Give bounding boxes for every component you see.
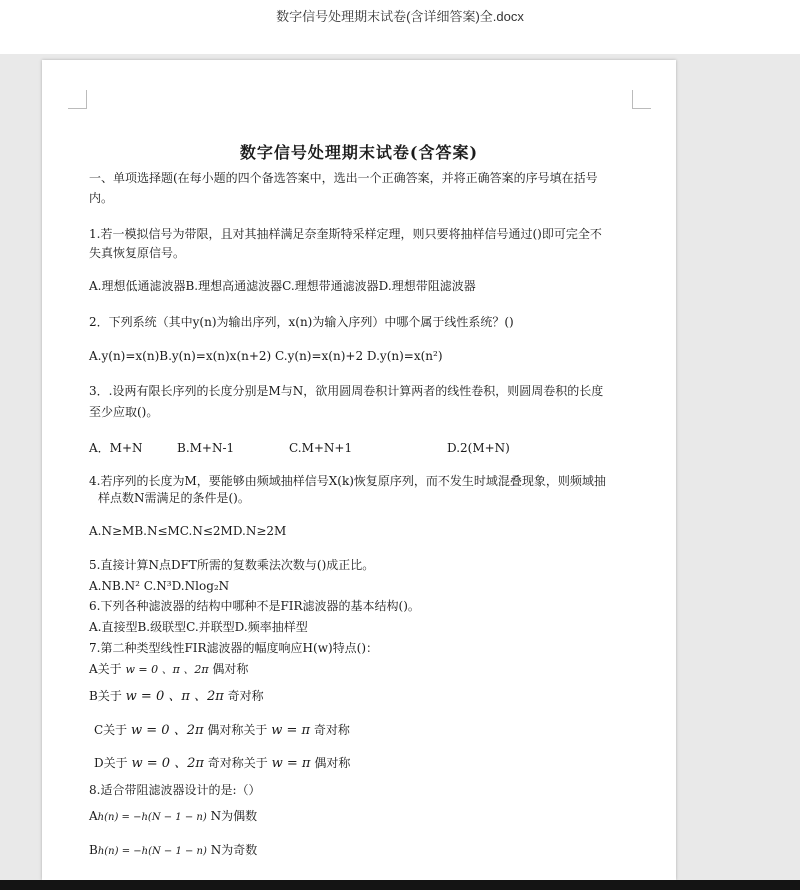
q7-c-formula-2: w = π <box>271 723 311 738</box>
q8-question: 8.适合带阻滤波器设计的是:（） <box>89 783 261 797</box>
section-intro-line-2: 内。 <box>89 191 114 205</box>
q7-c-suffix: 奇对称 <box>313 723 350 737</box>
q4-options: A.N≥MB.N≤MC.N≤2MD.N≥2M <box>89 524 287 538</box>
q7-b-suffix: 奇对称 <box>227 689 264 703</box>
q7-c-prefix: C关于 <box>94 723 128 737</box>
q4-line-2: 样点数N需满足的条件是()。 <box>98 491 250 505</box>
document-viewer[interactable] <box>0 54 800 880</box>
q7-d-prefix: D关于 <box>94 756 128 770</box>
q2-options: A.y(n)=x(n)B.y(n)=x(n)x(n+2) C.y(n)=x(n)+2 D.y(n)=x(n²) <box>89 349 443 363</box>
q3-option-a: A．M+N <box>89 441 143 455</box>
q8-b-prefix: B <box>89 843 98 857</box>
q3-option-d: D.2(M+N) <box>447 441 510 455</box>
crop-mark-top-left <box>68 90 87 109</box>
q7-option-a <box>89 661 248 678</box>
q3-line-1: 3．.设两有限长序列的长度分别是M与N，欲用圆周卷积计算两者的线性卷积，则圆周卷积的长度 <box>89 384 604 398</box>
q8-a-formula: h(n) = −h(N − 1 − n) <box>97 812 207 823</box>
title-bar <box>0 0 800 54</box>
q7-d-suffix: 偶对称 <box>314 756 351 770</box>
crop-mark-top-right <box>632 90 651 109</box>
q7-b-formula: w = 0 、π 、2π <box>125 689 224 704</box>
bottom-bar <box>0 880 800 890</box>
q8-a-suffix: N为偶数 <box>210 809 258 823</box>
q7-d-formula-2: w = π <box>271 756 311 771</box>
q7-b-prefix: B关于 <box>89 689 122 703</box>
q4-line-1: 4.若序列的长度为M，要能够由频域抽样信号X(k)恢复原序列，而不发生时域混叠现象，则频域抽 <box>89 474 606 488</box>
q7-c-formula-1: w = 0 、2π <box>131 723 204 738</box>
q7-d-formula-1: w = 0 、2π <box>131 756 204 771</box>
q8-a-prefix: A <box>89 809 98 823</box>
q7-d-mid: 奇对称关于 <box>207 756 268 770</box>
q1-options: A.理想低通滤波器B.理想高通滤波器C.理想带通滤波器D.理想带阻滤波器 <box>89 279 476 293</box>
page-title: 数字信号处理期末试卷(含答案) <box>239 143 479 162</box>
q1-line-1: 1.若一模拟信号为带限，且对其抽样满足奈奎斯特采样定理，则只要将抽样信号通过()即可完全不 <box>89 227 602 241</box>
q8-option-b <box>89 842 257 860</box>
q3-line-2: 至少应取()。 <box>89 405 159 419</box>
section-intro-line-1: 一、单项选择题(在每小题的四个备选答案中，选出一个正确答案，并将正确答案的序号填在括号 <box>89 171 598 185</box>
q7-option-c <box>94 722 350 739</box>
q6-options: A.直接型B.级联型C.并联型D.频率抽样型 <box>89 620 308 634</box>
q3-option-c: C.M+N+1 <box>289 441 353 455</box>
q8-b-suffix: N为奇数 <box>210 843 258 857</box>
q7-a-formula: w = 0 、π 、2π <box>125 663 209 676</box>
q5-options: A.NB.N² C.N³D.Nlog₂N <box>89 579 230 593</box>
q5-question: 5.直接计算N点DFT所需的复数乘法次数与()成正比。 <box>89 558 375 572</box>
q1-line-2: 失真恢复原信号。 <box>89 246 186 260</box>
q7-c-mid: 偶对称关于 <box>207 723 268 737</box>
q8-b-formula: h(n) = −h(N − 1 − n) <box>97 846 207 857</box>
q6-question: 6.下列各种滤波器的结构中哪种不是FIR滤波器的基本结构()。 <box>89 599 420 613</box>
q7-option-d <box>94 755 350 772</box>
q7-a-prefix: A关于 <box>89 662 122 676</box>
q8-option-a <box>89 808 257 826</box>
document-filename: 数字信号处理期末试卷(含详细答案)全.docx <box>276 9 524 24</box>
q7-option-b <box>89 688 264 705</box>
document-page <box>42 60 676 880</box>
q7-question: 7.第二种类型线性FIR滤波器的幅度响应H(w)特点()： <box>89 641 379 655</box>
q3-option-b: B.M+N-1 <box>177 441 235 455</box>
q7-a-suffix: 偶对称 <box>212 662 249 676</box>
q2-question: 2．下列系统（其中y(n)为输出序列，x(n)为输入序列）中哪个属于线性系统？() <box>89 315 514 329</box>
